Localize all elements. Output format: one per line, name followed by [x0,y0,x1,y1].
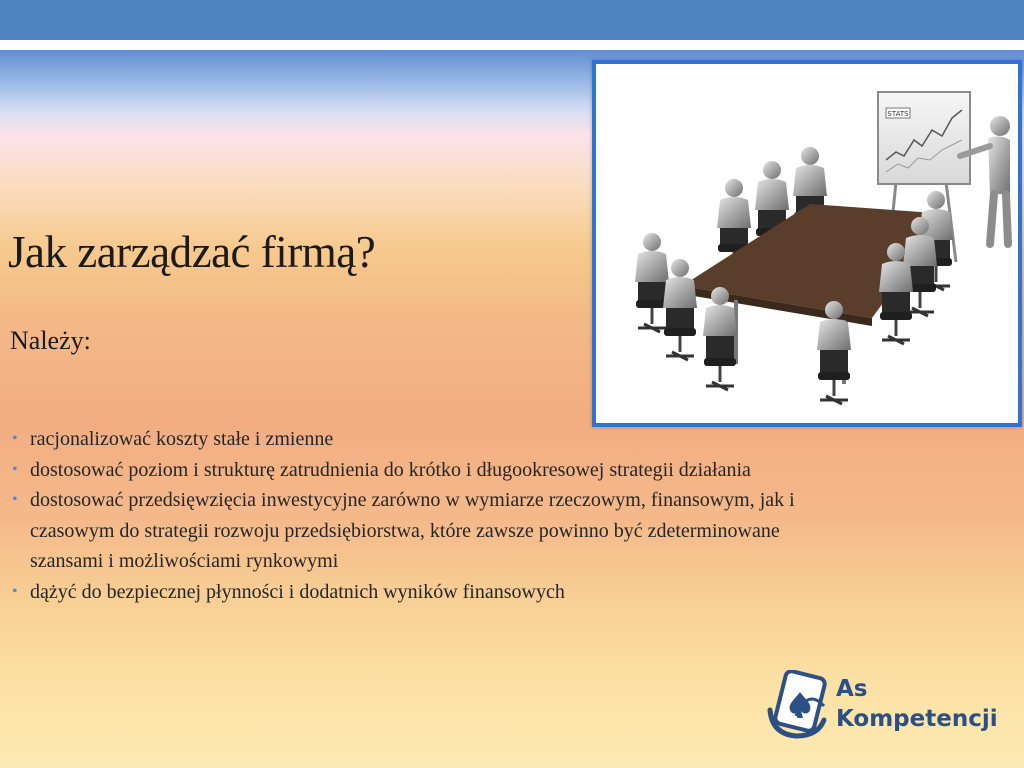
slide-subtitle: Należy: [10,326,91,355]
bullet-text: dostosować przedsięwzięcia inwestycyjne zarówno w wymiarze rzeczowym, finansowym, jak i czasowym do strategii rozwoju przedsiębiorstwa, które zawsze powinno być zdeterminowane szansami i możliwościami rynkowymi [30,489,795,572]
spade-card-icon [766,670,830,742]
logo-line1: As [836,676,868,702]
logo-line2: Kompetencji [836,706,998,732]
bullet-item [10,485,850,577]
slide-title: Jak zarządzać firmą? [8,227,376,277]
meeting-illustration [592,60,1022,427]
bullet-item [10,424,850,455]
bullet-icon: • [12,491,18,508]
bullet-icon: • [12,460,18,478]
bullet-text: racjonalizować koszty stałe i zmienne [30,428,334,450]
company-logo [766,670,1006,746]
bullet-icon: • [12,430,18,447]
bullet-list [10,424,850,607]
bullet-item [10,577,850,608]
bullet-text: dostosować poziom i strukturę zatrudnienia do krótko i długookresowej strategii działania [30,458,751,481]
bullet-icon: • [12,582,18,600]
bullet-item [10,455,850,486]
whiteboard-label: STATS [887,110,909,118]
bullet-text: dążyć do bezpiecznej płynności i dodatnich wyników finansowych [30,580,565,603]
